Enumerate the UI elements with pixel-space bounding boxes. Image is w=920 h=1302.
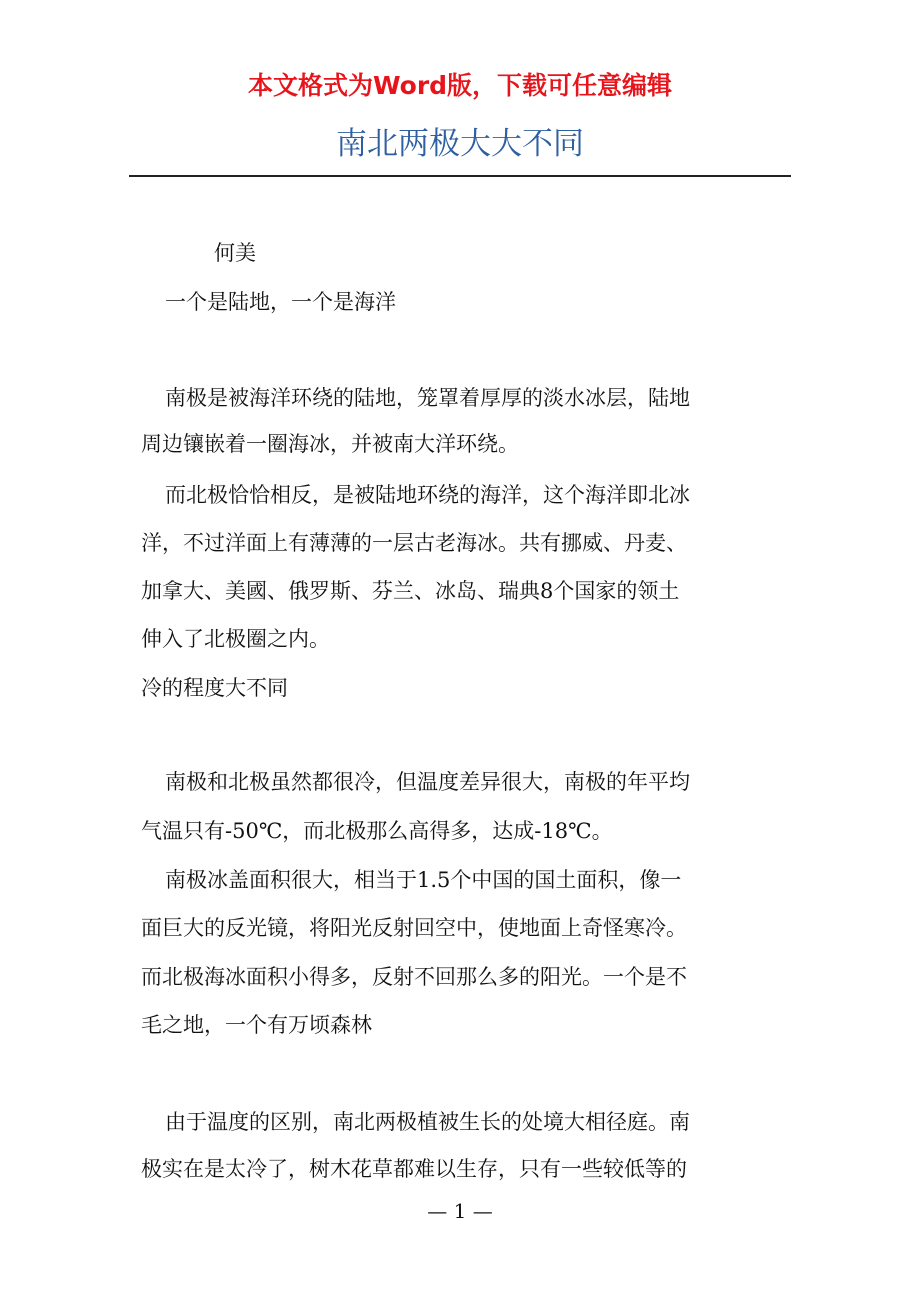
download-notice: 本文格式为Word版，下载可任意编辑 <box>247 71 673 100</box>
title-divider <box>129 175 791 177</box>
section-heading: 毛之地，一个有万顷森林 <box>141 1013 372 1037</box>
paragraph-line: 面巨大的反光镜，将阳光反射回空中，使地面上奇怪寒冷。 <box>141 916 687 940</box>
paragraph-line: 洋，不过洋面上有薄薄的一层古老海冰。共有挪威、丹麦、 <box>141 531 687 555</box>
paragraph-line: 南极和北极虽然都很冷，但温度差异很大，南极的年平均 <box>165 770 690 794</box>
paragraph-line: 极实在是太冷了，树木花草都难以生存，只有一些较低等的 <box>141 1157 687 1181</box>
section-heading: 一个是陆地，一个是海洋 <box>165 290 396 314</box>
paragraph-line: 南极冰盖面积很大，相当于1.5个中国的国土面积，像一 <box>165 868 682 892</box>
paragraph-line: 周边镶嵌着一圈海冰，并被南大洋环绕。 <box>141 432 519 456</box>
paragraph-line: 加拿大、美國、俄罗斯、芬兰、冰岛、瑞典8个国家的领土 <box>141 579 680 603</box>
paragraph-line: 南极是被海洋环绕的陆地，笼罩着厚厚的淡水冰层，陆地 <box>165 386 690 410</box>
paragraph-line: 伸入了北极圈之内。 <box>141 627 330 651</box>
paragraph-line: 由于温度的区别，南北两极植被生长的处境大相径庭。南 <box>165 1110 690 1134</box>
paragraph-line: 气温只有-50℃，而北极那么高得多，达成-18℃。 <box>141 819 613 843</box>
document-title: 南北两极大大不同 <box>336 126 584 162</box>
section-heading: 冷的程度大不同 <box>141 676 288 700</box>
author-line: 何美 <box>214 241 256 265</box>
paragraph-line: 而北极海冰面积小得多，反射不回那么多的阳光。一个是不 <box>141 965 687 989</box>
paragraph-line: 而北极恰恰相反，是被陆地环绕的海洋，这个海洋即北冰 <box>165 483 690 507</box>
page-number: — 1 — <box>427 1199 493 1223</box>
